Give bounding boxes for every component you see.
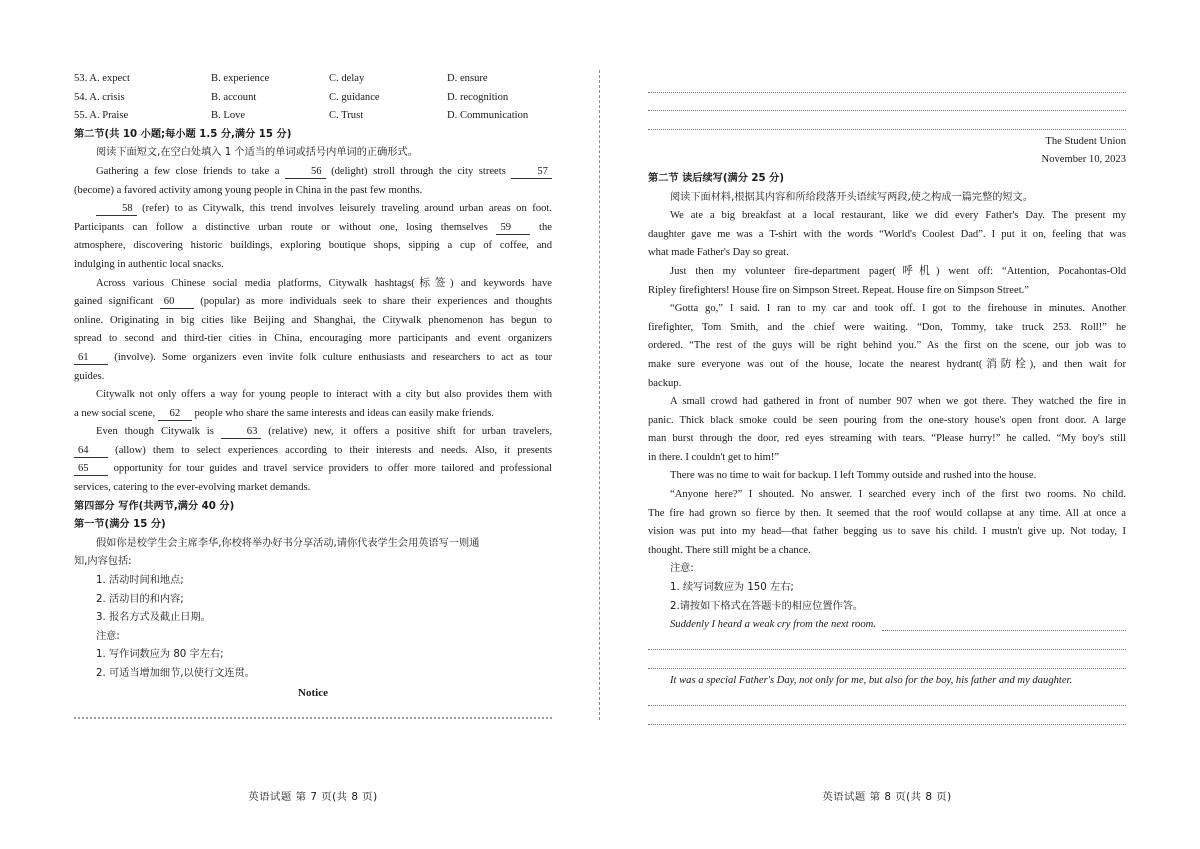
passage-text: (relative) new, it offers a positive shift for urban travelers, bbox=[268, 426, 552, 438]
option-d: D. ensure bbox=[447, 73, 488, 84]
blank-57: 57 bbox=[511, 165, 552, 179]
answer-line bbox=[648, 653, 1126, 672]
passage-line bbox=[74, 200, 552, 219]
story-line: daughter gave me was a T-shirt with the words “World's Coolest Dad”. I put it on, feeling that was bbox=[648, 228, 1126, 240]
blank-62: 62 bbox=[158, 407, 192, 421]
passage-text: opportunity for tour guides and travel service providers to offer more tailored and professional bbox=[113, 463, 552, 475]
passage-line: indulging in authentic local snacks. bbox=[74, 258, 224, 270]
notice-date: November 10, 2023 bbox=[1041, 154, 1126, 166]
page-divider bbox=[599, 70, 600, 720]
answer-line bbox=[648, 691, 1126, 710]
writing-prompt: 假如你是校学生会主席李华,你校将举办好书分享活动,请你代表学生会用英语写一则通 bbox=[96, 537, 480, 549]
story-line: The fire had grown so fierce by then. It seemed that the roof would collapse at any time. All at once a bbox=[648, 507, 1126, 519]
blank-60: 60 bbox=[160, 295, 194, 309]
blank-56: 56 bbox=[285, 165, 326, 179]
option-b: B. experience bbox=[211, 73, 270, 84]
passage-line bbox=[74, 163, 552, 182]
story-line: ordered. “The rest of the guys will be right behind you.” As the first on the scene, our job was to bbox=[648, 340, 1126, 352]
story-line: backup. bbox=[648, 377, 682, 389]
passage-line bbox=[74, 405, 552, 424]
passage-text: (delight) stroll through the city streets bbox=[331, 165, 506, 177]
passage-line: (become) a favored activity among young people in China in the past few months. bbox=[74, 184, 423, 196]
answer-line bbox=[648, 114, 1126, 133]
story-line: “Anyone here?” I shouted. No answer. I searched every inch of the first two rooms. No child. bbox=[670, 489, 1126, 501]
option-b: B. account bbox=[211, 91, 257, 103]
passage-line bbox=[74, 460, 552, 479]
story-line: panic. Thick black smoke could be seen pouring from the one-story house's open front door. A large bbox=[648, 414, 1126, 426]
notice-signature: The Student Union bbox=[1045, 135, 1126, 147]
note-label: 注意: bbox=[670, 563, 694, 575]
story-passage bbox=[648, 207, 1126, 560]
passage-line: services, catering to the ever-evolving market demands. bbox=[74, 482, 311, 494]
passage-line: Across various Chinese social media platforms, Citywalk hashtags(标签) and keywords have bbox=[96, 277, 552, 289]
note-item: 2.请按如下格式在答题卡的相应位置作答。 bbox=[670, 600, 864, 612]
answer-line bbox=[882, 630, 1126, 631]
passage-text: (involve). Some organizers even invite folk culture enthusiasts and researchers to act as tour bbox=[114, 351, 552, 363]
story-line: make sure everyone was out of the house, locate the nearest hydrant(消防栓), and then wait for bbox=[648, 358, 1126, 370]
story-line: A small crowd had gathered in front of number 907 when we got there. They watched the fire in bbox=[670, 396, 1126, 408]
passage-line bbox=[74, 219, 552, 238]
option-row-54 bbox=[74, 89, 552, 108]
page-footer: 英语试题 第 7 页(共 8 页) bbox=[248, 791, 378, 803]
section-heading: 第一节(满分 15 分) bbox=[74, 519, 166, 531]
section-instruction: 阅读下面短文,在空白处填入 1 个适当的单词或括号内单词的正确形式。 bbox=[96, 147, 418, 159]
page-8-content bbox=[648, 77, 1126, 728]
notice-title: Notice bbox=[298, 686, 328, 699]
blank-58: 58 bbox=[96, 202, 137, 216]
passage-line: atmosphere, discovering historic buildings, exploring boutique shops, sipping a cup of coffee, and bbox=[74, 240, 552, 252]
answer-line bbox=[74, 702, 552, 721]
passage-text: Even though Citywalk is bbox=[96, 426, 214, 438]
section-instruction: 阅读下面材料,根据其内容和所给段落开头语续写两段,使之构成一篇完整的短文。 bbox=[670, 191, 1034, 203]
blank-64: 64 bbox=[74, 444, 108, 458]
note-label: 注意: bbox=[96, 630, 120, 642]
passage-text: Participants can follow a distinctive urban route or without one, losing themselves bbox=[74, 221, 488, 233]
story-line: in there. I couldn't get to him!” bbox=[648, 451, 780, 463]
answer-line bbox=[648, 96, 1126, 115]
paragraph-opening: It was a special Father's Day, not only for me, but also for the boy, his father and my daughter. bbox=[670, 675, 1073, 686]
option-c: C. guidance bbox=[329, 91, 380, 103]
passage-line: guides. bbox=[74, 370, 105, 382]
passage-line: online. Originating in big cities like Beijing and Shanghai, the Citywalk phenomenon has begun to bbox=[74, 314, 552, 326]
passage-text: Gathering a few close friends to take a bbox=[96, 165, 280, 177]
content-item: 3. 报名方式及截止日期。 bbox=[96, 612, 211, 624]
passage-line bbox=[74, 349, 552, 368]
story-line: what made Father's Day so great. bbox=[648, 247, 789, 259]
story-line: firefighter, Tom Smith, and the chief were waiting. “Don, Tommy, take truck 253. Roll!” he bbox=[648, 321, 1126, 333]
blank-63: 63 bbox=[221, 425, 262, 439]
option-d: D. recognition bbox=[447, 91, 509, 103]
blank-59: 59 bbox=[496, 221, 530, 235]
passage-line: spread to second and third-tier cities in China, encouraging more participants and event organizers bbox=[74, 333, 552, 345]
paragraph-opening: Suddenly I heard a weak cry from the next room. bbox=[670, 619, 876, 631]
option-c: C. Trust bbox=[329, 110, 364, 122]
page-footer: 英语试题 第 8 页(共 8 页) bbox=[822, 791, 952, 803]
content-item: 2. 活动目的和内容; bbox=[96, 593, 184, 605]
passage-text: (popular) as more individuals seek to share their experiences and thoughts bbox=[200, 296, 552, 308]
part-heading: 第四部分 写作(共两节,满分 40 分) bbox=[74, 500, 235, 512]
passage-text: a new social scene, bbox=[74, 407, 156, 419]
story-line: Ripley firefighters! House fire on Simpson Street. Repeat. House fire on Simpson Street.” bbox=[648, 284, 1030, 296]
opening-line-1 bbox=[648, 616, 1126, 635]
answer-line bbox=[648, 635, 1126, 654]
passage-text: (refer) to as Citywalk, this trend involves leisurely traveling around urban areas on foot. bbox=[142, 203, 552, 215]
option-d: D. Communication bbox=[447, 110, 529, 122]
passage-text: (allow) them to select experiences according to their interests and needs. Also, it presents bbox=[115, 444, 552, 456]
option-a: 54. A. crisis bbox=[74, 91, 125, 103]
content-item: 1. 活动时间和地点; bbox=[96, 575, 184, 587]
passage-text: gained significant bbox=[74, 296, 154, 308]
passage-text: the bbox=[539, 221, 552, 233]
section-heading: 第二节(共 10 小题;每小题 1.5 分,满分 15 分) bbox=[74, 128, 292, 140]
story-line: vision was put into my head—that father begging us to save his child. I mustn't give up. Not today, I bbox=[648, 526, 1126, 538]
passage-text: people who share the same interests and ideas can easily make friends. bbox=[194, 407, 494, 419]
writing-prompt: 知,内容包括: bbox=[74, 556, 132, 568]
page-8 bbox=[648, 0, 1126, 849]
blank-65: 65 bbox=[74, 462, 108, 476]
story-line: There was no time to wait for backup. I left Tommy outside and rushed into the house. bbox=[670, 470, 1037, 482]
option-a: 55. A. Praise bbox=[74, 110, 129, 122]
note-item: 2. 可适当增加细节,以使行文连贯。 bbox=[96, 668, 255, 679]
answer-line bbox=[648, 77, 1126, 96]
option-row-53 bbox=[74, 70, 552, 89]
page-7 bbox=[74, 0, 552, 849]
option-row-55 bbox=[74, 107, 552, 126]
story-line: We ate a big breakfast at a local restaurant, like we did every Father's Day. The present my bbox=[670, 210, 1126, 222]
story-line: man burst through the door, red eyes streaming with tears. “Please hurry!” he called. “My boy's still bbox=[648, 433, 1126, 445]
passage-line bbox=[74, 423, 552, 442]
story-line: Just then my volunteer fire-department pager(呼机) went off: “Attention, Pocahontas-Old bbox=[670, 265, 1126, 277]
answer-line bbox=[648, 709, 1126, 728]
option-b: B. Love bbox=[211, 110, 246, 122]
story-line: “Gotta go,” I said. I ran to my car and took off. I got to the firehouse in minutes. Another bbox=[670, 303, 1126, 315]
passage-line bbox=[74, 442, 552, 461]
option-a: 53. A. expect bbox=[74, 73, 130, 84]
passage-line bbox=[74, 293, 552, 312]
passage-line: Citywalk not only offers a way for young people to interact with a city but also provides them with bbox=[96, 389, 552, 401]
page-7-content bbox=[74, 70, 552, 721]
story-line: thought. There still might be a chance. bbox=[648, 544, 811, 556]
section-heading: 第二节 读后续写(满分 25 分) bbox=[648, 172, 785, 184]
option-c: C. delay bbox=[329, 73, 365, 84]
note-item: 1. 续写词数应为 150 左右; bbox=[670, 582, 794, 594]
note-item: 1. 写作词数应为 80 字左右; bbox=[96, 649, 224, 661]
blank-61: 61 bbox=[74, 351, 108, 365]
